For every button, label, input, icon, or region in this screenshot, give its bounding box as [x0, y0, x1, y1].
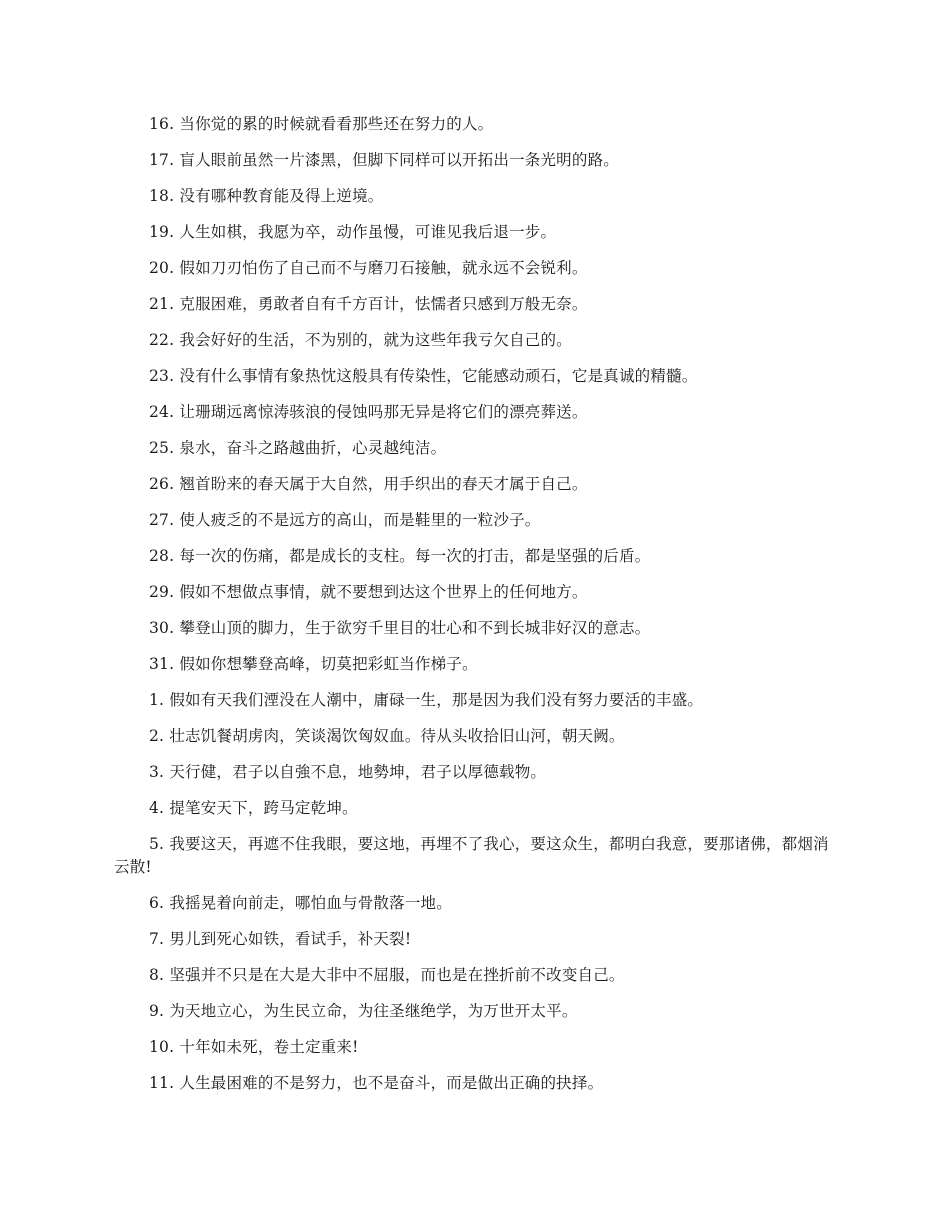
quote-line: 16. 当你觉的累的时候就看看那些还在努力的人。 [149, 115, 494, 133]
quote-line: 9. 为天地立心，为生民立命，为往圣继绝学，为万世开太平。 [149, 1002, 578, 1020]
quote-line: 17. 盲人眼前虽然一片漆黑，但脚下同样可以开拓出一条光明的路。 [149, 151, 619, 169]
quote-line: 3. 天行健，君子以自強不息，地勢坤，君子以厚德载物。 [149, 763, 547, 781]
quote-line: 31. 假如你想攀登高峰，切莫把彩虹当作梯子。 [149, 655, 478, 673]
quote-line: 19. 人生如棋，我愿为卒，动作虽慢，可谁见我后退一步。 [149, 223, 557, 241]
quote-line: 1. 假如有天我们湮没在人潮中，庸碌一生，那是因为我们没有努力要活的丰盛。 [149, 691, 704, 709]
quote-list [114, 113, 839, 1108]
quote-line: 5. 我要这天，再遮不住我眼，要这地，再埋不了我心，要这众生，都明白我意，要那诸佛，都烟消云散! [114, 835, 829, 876]
quote-line: 28. 每一次的伤痛，都是成长的支柱。每一次的打击，都是坚强的后盾。 [149, 547, 651, 565]
quote-line: 18. 没有哪种教育能及得上逆境。 [149, 187, 384, 205]
quote-line: 20. 假如刀刃怕伤了自己而不与磨刀石接触，就永远不会锐利。 [149, 259, 588, 277]
quote-line: 26. 翘首盼来的春天属于大自然，用手织出的春天才属于自己。 [149, 475, 588, 493]
quote-line: 24. 让珊瑚远离惊涛骇浪的侵蚀吗那无异是将它们的漂亮葬送。 [149, 403, 588, 421]
quote-line: 6. 我摇晃着向前走，哪怕血与骨散落一地。 [149, 894, 452, 912]
quote-line: 11. 人生最困难的不是努力，也不是奋斗，而是做出正确的抉择。 [149, 1074, 604, 1092]
quote-line: 4. 提笔安天下，跨马定乾坤。 [149, 799, 358, 817]
quote-line: 22. 我会好好的生活，不为别的，就为这些年我亏欠自己的。 [149, 331, 572, 349]
quote-line: 30. 攀登山顶的脚力，生于欲穷千里目的壮心和不到长城非好汉的意志。 [149, 619, 651, 637]
quote-line: 21. 克服困难，勇敢者自有千方百计，怯懦者只感到万般无奈。 [149, 295, 588, 313]
quote-line: 7. 男儿到死心如铁，看试手，补天裂! [149, 930, 412, 948]
quote-line: 27. 使人疲乏的不是远方的高山，而是鞋里的一粒沙子。 [149, 511, 541, 529]
quote-line: 8. 坚强并不只是在大是大非中不屈服，而也是在挫折前不改变自己。 [149, 966, 625, 984]
quote-line: 29. 假如不想做点事情，就不要想到达这个世界上的任何地方。 [149, 583, 588, 601]
quote-line: 25. 泉水，奋斗之路越曲折，心灵越纯洁。 [149, 439, 447, 457]
quote-line: 10. 十年如未死，卷土定重来! [149, 1038, 359, 1056]
quote-line: 23. 没有什么事情有象热忱这般具有传染性，它能感动顽石，它是真诚的精髓。 [149, 367, 698, 385]
quote-line: 2. 壮志饥餐胡虏肉，笑谈渴饮匈奴血。待从头收拾旧山河，朝天阙。 [149, 727, 625, 745]
